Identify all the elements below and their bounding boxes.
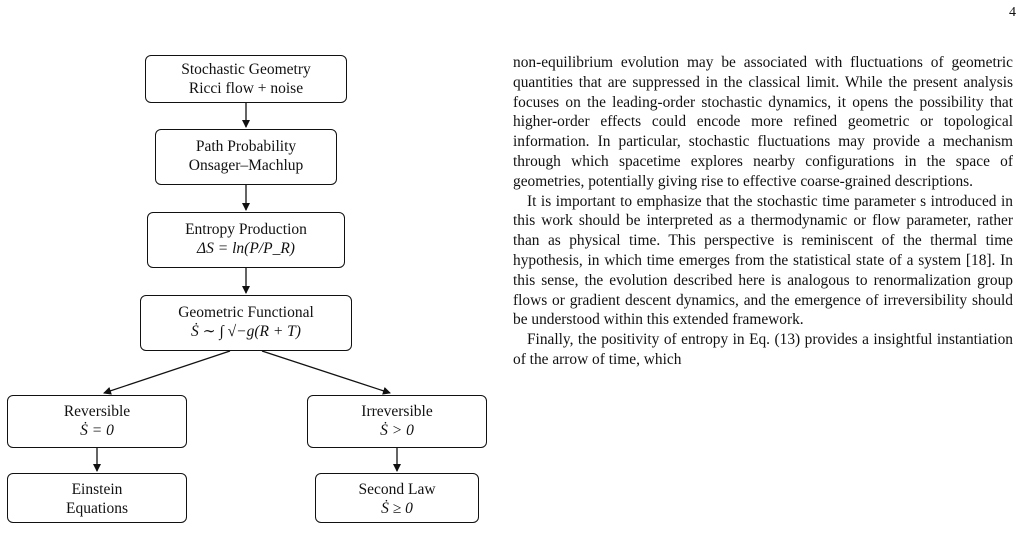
text-column (513, 53, 1013, 370)
paragraph-2: It is important to emphasize that the stochastic time parameter s introduced in this work should be interpreted as a thermodynamic or flow parameter, rather than as physical time. This perspective is reminiscent of the thermal time hypothesis, in which time emerges from the statistical state of a system [18]. In this sense, the evolution described here is analogous to renormalization group flows or gradient descent dynamics, and the emergence of irreversibility should be understood within this extended framework. (513, 192, 1013, 329)
arrow-functional-to-reversible (104, 351, 230, 393)
node-irreversible: Irreversible Ṡ > 0 (307, 395, 487, 448)
node-geometric-functional: Geometric Functional Ṡ ∼ ∫ √−g(R + T) (140, 295, 352, 351)
arrow-functional-to-irreversible (262, 351, 390, 393)
node-second-law: Second Law Ṡ ≥ 0 (315, 473, 479, 523)
node-reversible: Reversible Ṡ = 0 (7, 395, 187, 448)
paragraph-3: Finally, the positivity of entropy in Eq. (13) provides a insightful instantiation of the arrow of time, which (513, 331, 1013, 368)
paragraph-1: non-equilibrium evolution may be associated with fluctuations of geometric quantities that are suppressed in the classical limit. While the present analysis focuses on the leading-order stochastic dynamics, it opens the possibility that higher-order effects could encode more refined geometric or topological information. In particular, stochastic fluctuations may provide a mechanism through which spacetime explores nearby configurations in the space of geometries, potentially giving rise to effective coarse-grained descriptions. (513, 54, 1013, 190)
node-stochastic-geometry: Stochastic Geometry Ricci flow + noise (145, 55, 347, 103)
node-entropy-production: Entropy Production ΔS = ln(P/P_R) (147, 212, 345, 268)
page-number: 4 (1009, 5, 1016, 20)
flow-diagram (0, 0, 500, 549)
node-einstein-equations: Einstein Equations (7, 473, 187, 523)
node-path-probability: Path Probability Onsager–Machlup (155, 129, 337, 185)
